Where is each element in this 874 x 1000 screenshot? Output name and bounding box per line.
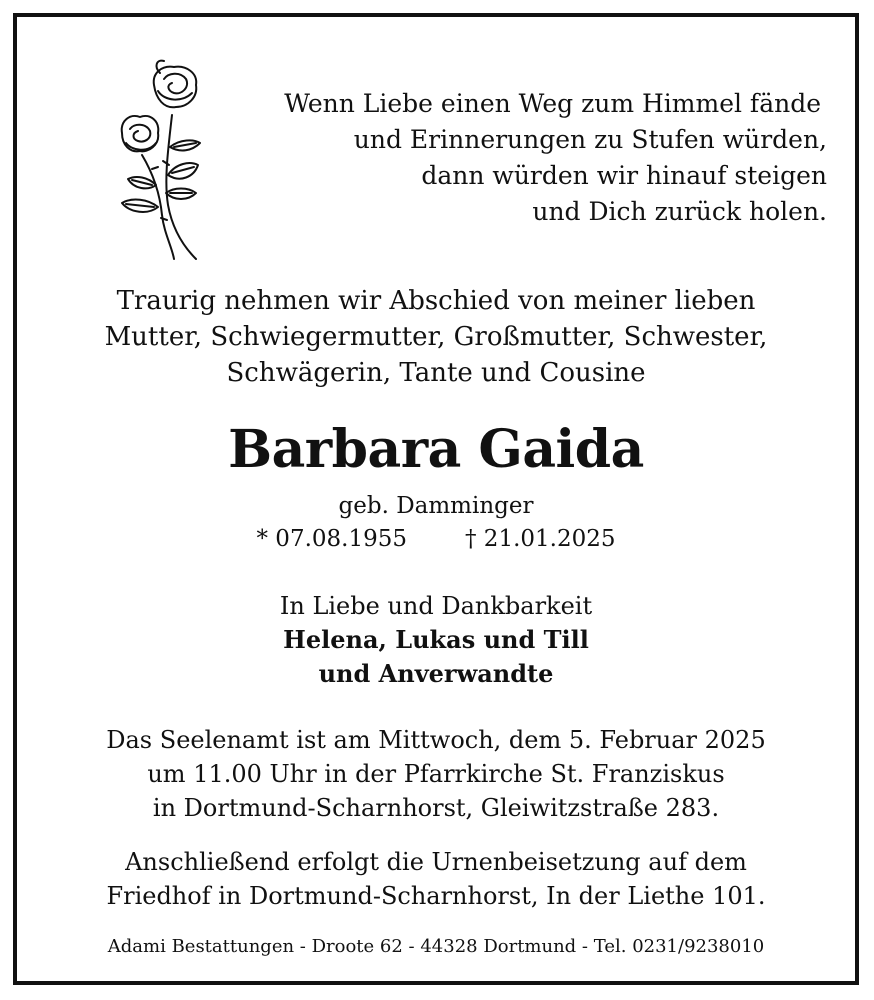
- intro-line: Mutter, Schwiegermutter, Großmutter, Schwester,: [104, 322, 768, 352]
- intro-line: Traurig nehmen wir Abschied von meiner lieben: [116, 286, 756, 316]
- death-date: † 21.01.2025: [465, 526, 616, 552]
- intro-text: [17, 283, 855, 391]
- burial-info: [17, 845, 855, 913]
- thanks-line: In Liebe und Dankbarkeit: [279, 592, 593, 620]
- life-dates: [17, 523, 855, 555]
- poem-line: und Erinnerungen zu Stufen würden,: [353, 125, 827, 154]
- poem: [267, 86, 827, 230]
- burial-line: Anschließend erfolgt die Urnenbeisetzung auf dem: [125, 848, 747, 876]
- birth-name: geb. Damminger: [338, 493, 534, 519]
- mourner-names: Helena, Lukas und Till: [283, 625, 589, 654]
- undertaker-info: Adami Bestattungen - Droote 62 - 44328 Dortmund - Tel. 0231/9238010: [107, 936, 765, 957]
- mass-line: in Dortmund-Scharnhorst, Gleiwitzstraße 283.: [152, 794, 720, 822]
- mass-line: um 11.00 Uhr in der Pfarrkirche St. Franziskus: [147, 760, 725, 788]
- mourners: [17, 589, 855, 691]
- deceased-name: Barbara Gaida: [228, 419, 644, 480]
- intro-line: Schwägerin, Tante und Cousine: [226, 358, 646, 388]
- burial-line: Friedhof in Dortmund-Scharnhorst, In der Liethe 101.: [106, 882, 766, 910]
- birth-date: * 07.08.1955: [256, 526, 407, 552]
- mass-line: Das Seelenamt ist am Mittwoch, dem 5. Februar 2025: [106, 726, 766, 754]
- poem-line: dann würden wir hinauf steigen: [421, 161, 827, 190]
- poem-line: und Dich zurück holen.: [532, 197, 827, 226]
- mass-info: [17, 723, 855, 825]
- obituary-frame: [13, 13, 859, 985]
- poem-line: Wenn Liebe einen Weg zum Himmel fände: [284, 89, 821, 118]
- mourner-names: und Anverwandte: [318, 659, 554, 688]
- rose-icon: [102, 55, 222, 265]
